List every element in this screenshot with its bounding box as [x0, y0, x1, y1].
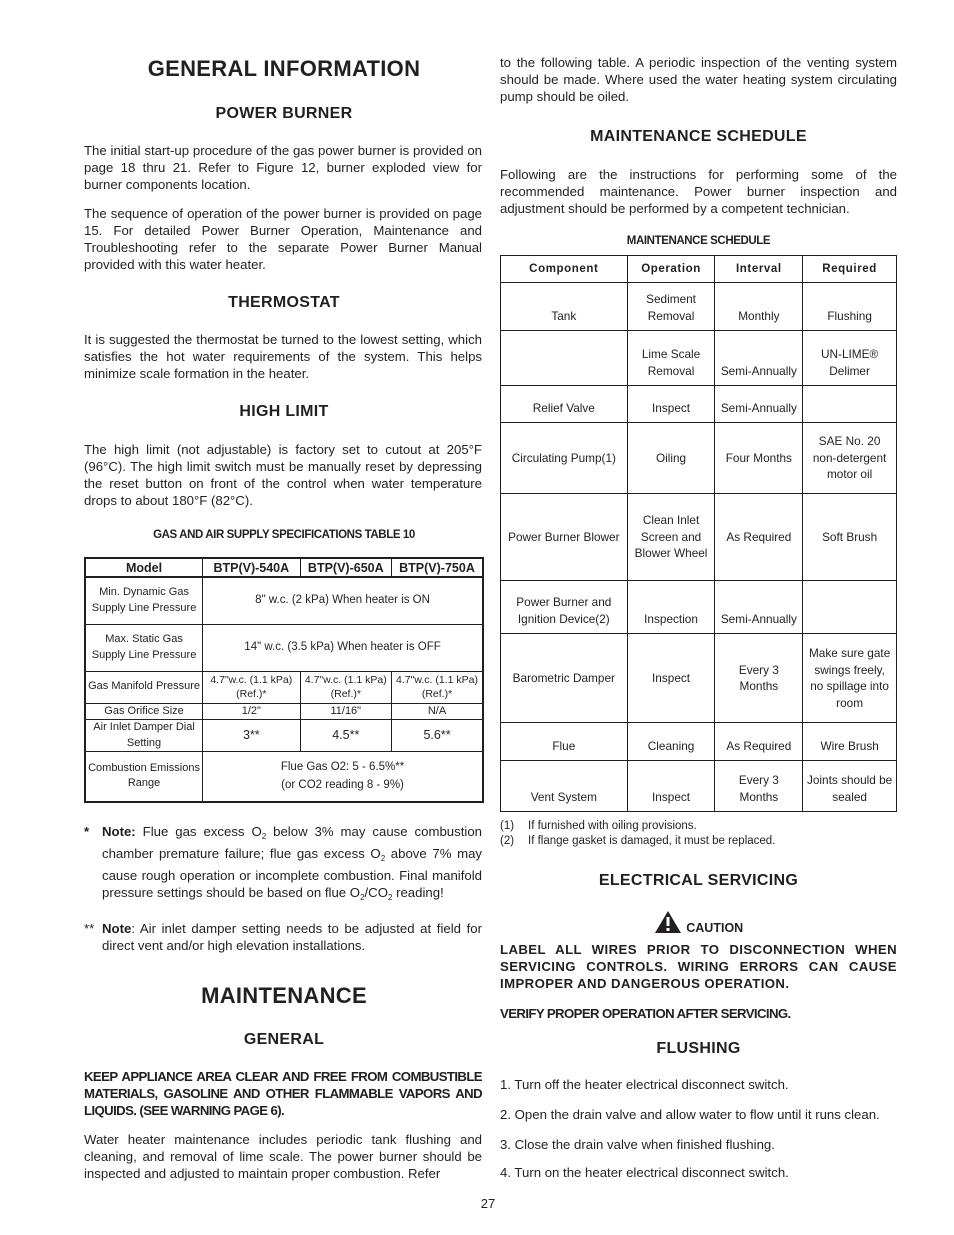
footnote-2 [500, 834, 897, 849]
thermostat-heading: THERMOSTAT [228, 294, 340, 311]
cell-operation: Inspect [627, 634, 715, 723]
gas-table-caption: GAS AND AIR SUPPLY SPECIFICATIONS TABLE 10 [153, 529, 415, 541]
cell-interval: Semi-Annually [715, 331, 803, 386]
table-row [501, 581, 897, 634]
cell-component: Tank [501, 283, 628, 331]
electrical-servicing-heading: ELECTRICAL SERVICING [598, 872, 799, 889]
emissions-line-2: (or CO2 reading 8 - 9%) [281, 779, 404, 792]
cell-value: 4.7"w.c. (1.1 kPa) (Ref.)* [392, 671, 483, 703]
table-row [501, 723, 897, 761]
table-row [501, 423, 897, 494]
table-row [501, 761, 897, 812]
cell-value: 4.7"w.c. (1.1 kPa) (Ref.)* [203, 671, 300, 703]
cell-value: 3** [203, 720, 300, 752]
cell-operation: Cleaning [627, 723, 715, 761]
note-2-marker: ** [84, 921, 95, 936]
cell-operation: Inspect [627, 386, 715, 423]
thermostat-paragraph: It is suggested the thermostat be turned to the lowest setting, which satisfies the hot water requirements of the system. This helps minimize scale formation in the heater. [84, 332, 482, 381]
header-operation: Operation [627, 256, 715, 283]
list-item: 1. Turn off the heater electrical disconnect switch. [500, 1077, 789, 1092]
cell-operation: Lime Scale Removal [627, 331, 715, 386]
footnote-1-text: If furnished with oiling provisions. [528, 820, 697, 832]
cell-component: Power Burner and Ignition Device(2) [501, 581, 628, 634]
footnote-2-number: (2) [500, 835, 515, 847]
cell-operation: Inspection [627, 581, 715, 634]
cell-required: Joints should be sealed [803, 761, 897, 812]
table-row [85, 577, 483, 624]
power-burner-paragraph-2: The sequence of operation of the power burner is provided on page 15. For detailed Power Burner Operation, Maintenance and Troubleshooting refer to the separate Power Burner Manual provided with this water heater. [84, 206, 482, 272]
cell-value: 1/2" [203, 703, 300, 720]
header-required: Required [803, 256, 897, 283]
header-interval: Interval [715, 256, 803, 283]
table-row [501, 494, 897, 581]
table-row [501, 386, 897, 423]
cell-component: Flue [501, 723, 628, 761]
note-1-text-c: above 7% may cause rough operation or incomplete combustion. Final manifold pressure settings should be based on flue O [102, 846, 482, 900]
cell-value: 11/16" [300, 703, 391, 720]
header-750a: BTP(V)-750A [392, 558, 483, 577]
general-warning: KEEP APPLIANCE AREA CLEAR AND FREE FROM COMBUSTIBLE MATERIALS, GASOLINE AND OTHER FLAMMABLE VAPORS AND LIQUIDS. (SEE WARNING PAGE 6). [84, 1069, 482, 1118]
cell-interval: Every 3 Months [715, 761, 803, 812]
cell-operation: Clean Inlet Screen and Blower Wheel [627, 494, 715, 581]
continued-paragraph: to the following table. A periodic inspection of the venting system should be made. Where used the water heating system circulating pump should be oiled. [500, 55, 897, 104]
maintenance-schedule-intro: Following are the instructions for performing some of the recommended maintenance. Power burner inspection and adjustment should be performed by a competent technician. [500, 167, 897, 216]
maintenance-schedule-heading: MAINTENANCE SCHEDULE [590, 128, 807, 145]
table-row [85, 720, 483, 752]
power-burner-heading: POWER BURNER [215, 105, 353, 122]
note-1-marker: * [84, 824, 90, 839]
cell-operation: Sediment Removal [627, 283, 715, 331]
header-model: Model [85, 558, 203, 577]
cell-interval: Every 3 Months [715, 634, 803, 723]
cell-interval: Four Months [715, 423, 803, 494]
cell-component: Circulating Pump(1) [501, 423, 628, 494]
footnote-1-number: (1) [500, 820, 515, 832]
table-row [85, 671, 483, 703]
cell-interval: Semi-Annually [715, 386, 803, 423]
cell-component: Barometric Damper [501, 634, 628, 723]
subscript: 2 [387, 893, 393, 902]
gas-air-supply-table [84, 557, 484, 803]
cell-value: 5.6** [392, 720, 483, 752]
cell-value: 4.7"w.c. (1.1 kPa) (Ref.)* [300, 671, 391, 703]
header-540a: BTP(V)-540A [203, 558, 300, 577]
table-row [501, 634, 897, 723]
page-number: 27 [480, 1196, 496, 1211]
cell-interval: As Required [715, 494, 803, 581]
note-1-label: Note: [102, 824, 136, 839]
row-value: 8" w.c. (2 kPa) When heater is ON [203, 577, 483, 624]
table-row [501, 283, 897, 331]
cell-operation: Inspect [627, 761, 715, 812]
high-limit-heading: HIGH LIMIT [239, 403, 329, 420]
cell-required [803, 386, 897, 423]
cell-required: UN-LIME® Delimer [803, 331, 897, 386]
general-paragraph: Water heater maintenance includes periodic tank flushing and cleaning, and removal of lime scale. The power burner should be inspected and adjusted to maintain proper combustion. Refer [84, 1132, 482, 1181]
caution-label [500, 910, 897, 939]
electrical-verify: VERIFY PROPER OPERATION AFTER SERVICING. [500, 1006, 791, 1021]
table-header-row [501, 256, 897, 283]
flushing-steps [500, 1077, 910, 1180]
note-1-text-b: below 3% may cause combustion chamber premature failure; flue gas excess O [102, 824, 482, 861]
row-label: Air Inlet Damper Dial Setting [85, 720, 203, 752]
subscript: 2 [261, 832, 267, 841]
cell-required: Flushing [803, 283, 897, 331]
note-2-label: Note [102, 921, 132, 936]
cell-interval: Monthly [715, 283, 803, 331]
note-1-text-d: /CO [364, 885, 388, 900]
maintenance-title: MAINTENANCE [201, 983, 367, 1008]
list-item: 4. Turn on the heater electrical disconnect switch. [500, 1165, 789, 1180]
note-1-text-a: Flue gas excess O [142, 824, 262, 839]
note-1-text-e: reading! [392, 885, 444, 900]
warning-triangle-icon [654, 910, 682, 939]
list-item: 2. Open the drain valve and allow water to flow until it runs clean. [500, 1107, 880, 1122]
row-label: Combustion Emissions Range [85, 752, 203, 802]
row-label: Min. Dynamic Gas Supply Line Pressure [85, 577, 203, 624]
table-row [85, 624, 483, 671]
row-value: 14" w.c. (3.5 kPa) When heater is OFF [203, 624, 483, 671]
footnote-1 [500, 819, 897, 834]
header-650a: BTP(V)-650A [300, 558, 391, 577]
emissions-line-1: Flue Gas O2: 5 - 6.5%** [280, 761, 405, 774]
maintenance-schedule-table [500, 255, 897, 812]
cell-required [803, 581, 897, 634]
cell-component: Power Burner Blower [501, 494, 628, 581]
row-label: Gas Orifice Size [85, 703, 203, 720]
cell-component: Vent System [501, 761, 628, 812]
footnote-2-text: If flange gasket is damaged, it must be replaced. [528, 835, 776, 847]
caution-text: CAUTION [686, 921, 744, 935]
row-label: Max. Static Gas Supply Line Pressure [85, 624, 203, 671]
general-heading: GENERAL [243, 1031, 325, 1048]
subscript: 2 [380, 854, 386, 863]
header-component: Component [501, 256, 628, 283]
note-1 [84, 823, 482, 906]
table-row [85, 752, 483, 802]
table-header-row [85, 558, 483, 577]
cell-required: Make sure gate swings freely, no spillage into room [803, 634, 897, 723]
row-label: Gas Manifold Pressure [85, 671, 203, 703]
list-item: 3. Close the drain valve when finished flushing. [500, 1137, 775, 1152]
table-row [85, 703, 483, 720]
table-row [501, 331, 897, 386]
cell-operation: Oiling [627, 423, 715, 494]
row-value [203, 752, 483, 802]
power-burner-paragraph-1: The initial start-up procedure of the gas power burner is provided on page 18 thru 21. Refer to Figure 12, burner exploded view for burner components location. [84, 143, 482, 192]
electrical-warning: LABEL ALL WIRES PRIOR TO DISCONNECTION WHEN SERVICING CONTROLS. WIRING ERRORS CAN CAUSE IMPROPER AND DANGEROUS OPERATION. [500, 942, 897, 991]
note-2-text: : Air inlet damper setting needs to be adjusted at field for direct vent and/or high elevation installations. [102, 921, 482, 953]
cell-value: N/A [392, 703, 483, 720]
page-title: GENERAL INFORMATION [147, 56, 421, 81]
cell-required: Soft Brush [803, 494, 897, 581]
cell-interval: Semi-Annually [715, 581, 803, 634]
cell-component: Relief Valve [501, 386, 628, 423]
note-2 [84, 920, 482, 954]
cell-interval: As Required [715, 723, 803, 761]
flushing-heading: FLUSHING [656, 1040, 741, 1057]
cell-value: 4.5** [300, 720, 391, 752]
maintenance-table-caption: MAINTENANCE SCHEDULE [626, 235, 771, 247]
cell-component [501, 331, 628, 386]
subscript: 2 [360, 893, 365, 902]
high-limit-paragraph: The high limit (not adjustable) is factory set to cutout at 205°F (96°C). The high limit switch must be manually reset by depressing the reset button on front of the control when water temperature drops to about 180°F (82°C). [84, 442, 482, 508]
cell-required: SAE No. 20 non-detergent motor oil [803, 423, 897, 494]
cell-required: Wire Brush [803, 723, 897, 761]
